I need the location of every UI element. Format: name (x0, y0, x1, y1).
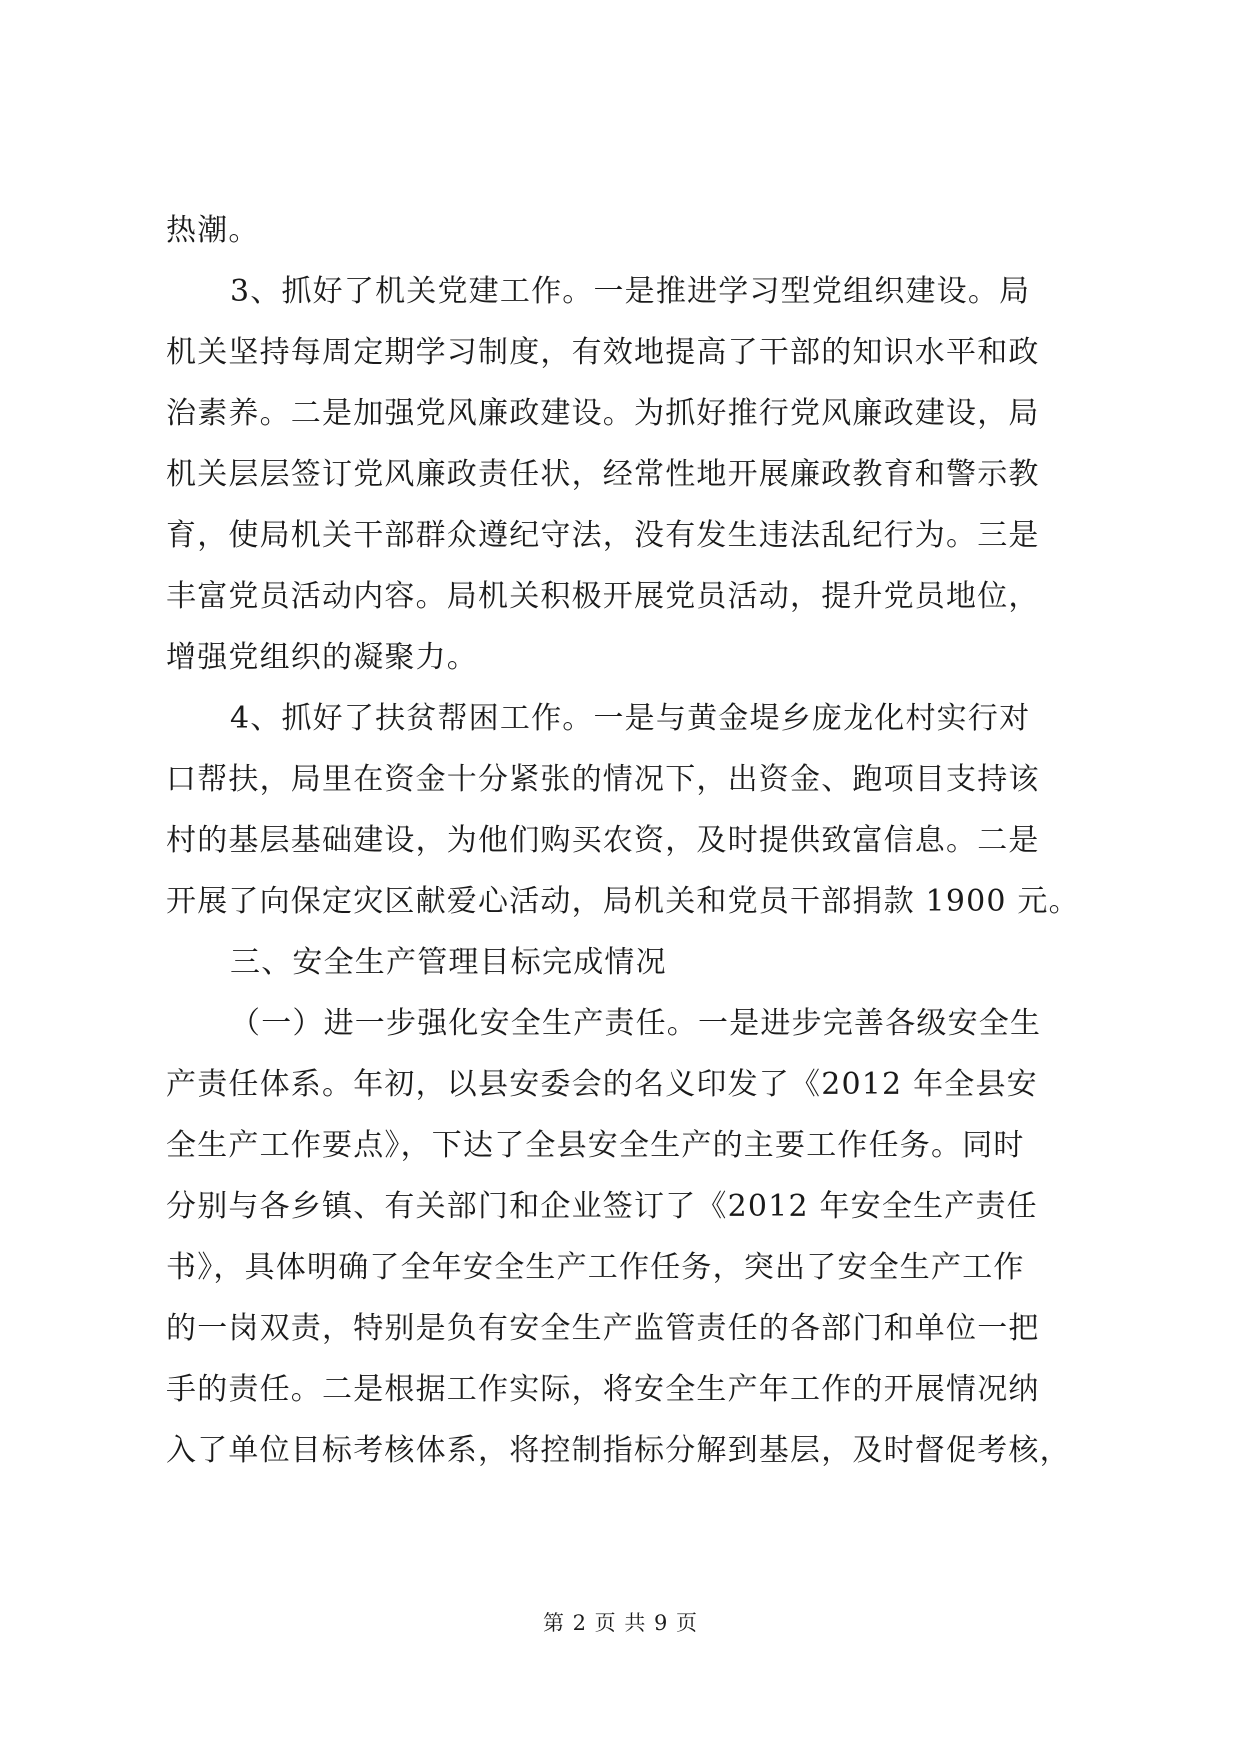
text-line: 4、抓好了扶贫帮困工作。一是与黄金堤乡庞龙化村实行对 (230, 701, 1031, 736)
text-line: 育，使局机关干部群众遵纪守法，没有发生违法乱纪行为。三是 (166, 518, 1040, 553)
section-heading: 三、安全生产管理目标完成情况 (230, 945, 667, 980)
text-line: 机关层层签订党风廉政责任状，经常性地开展廉政教育和警示教 (166, 457, 1040, 492)
text-line: 治素养。二是加强党风廉政建设。为抓好推行党风廉政建设，局 (166, 396, 1040, 431)
text-line: 村的基层基础建设，为他们购买农资，及时提供致富信息。二是 (166, 823, 1040, 858)
text-line: 手的责任。二是根据工作实际，将安全生产年工作的开展情况纳 (166, 1372, 1040, 1407)
document-body (166, 200, 1096, 1481)
text-line: 全生产工作要点》，下达了全县安全生产的主要工作任务。同时 (166, 1128, 1025, 1163)
text-line: 口帮扶，局里在资金十分紧张的情况下，出资金、跑项目支持该 (166, 762, 1040, 797)
text-line: 热潮。 (166, 213, 260, 248)
text-line: 产责任体系。年初，以县安委会的名义印发了《2012 年全县安 (166, 1067, 1038, 1102)
text-line: 3、抓好了机关党建工作。一是推进学习型党组织建设。局 (230, 274, 1031, 309)
text-line: 增强党组织的凝聚力。 (166, 640, 478, 675)
text-line: （一）进一步强化安全生产责任。一是进步完善各级安全生 (230, 1006, 1042, 1041)
text-line: 开展了向保定灾区献爱心活动，局机关和党员干部捐款 1900 元。 (166, 884, 1080, 919)
page-number-footer: 第 2 页 共 9 页 (542, 1611, 699, 1635)
text-line: 书》，具体明确了全年安全生产工作任务，突出了安全生产工作 (166, 1250, 1025, 1285)
text-line: 入了单位目标考核体系，将控制指标分解到基层，及时督促考核， (166, 1433, 1071, 1468)
text-line: 丰富党员活动内容。局机关积极开展党员活动，提升党员地位， (166, 579, 1040, 614)
text-line: 的一岗双责，特别是负有安全生产监管责任的各部门和单位一把 (166, 1311, 1040, 1346)
text-line: 机关坚持每周定期学习制度，有效地提高了干部的知识水平和政 (166, 335, 1040, 370)
text-line: 分别与各乡镇、有关部门和企业签订了《2012 年安全生产责任 (166, 1189, 1038, 1224)
